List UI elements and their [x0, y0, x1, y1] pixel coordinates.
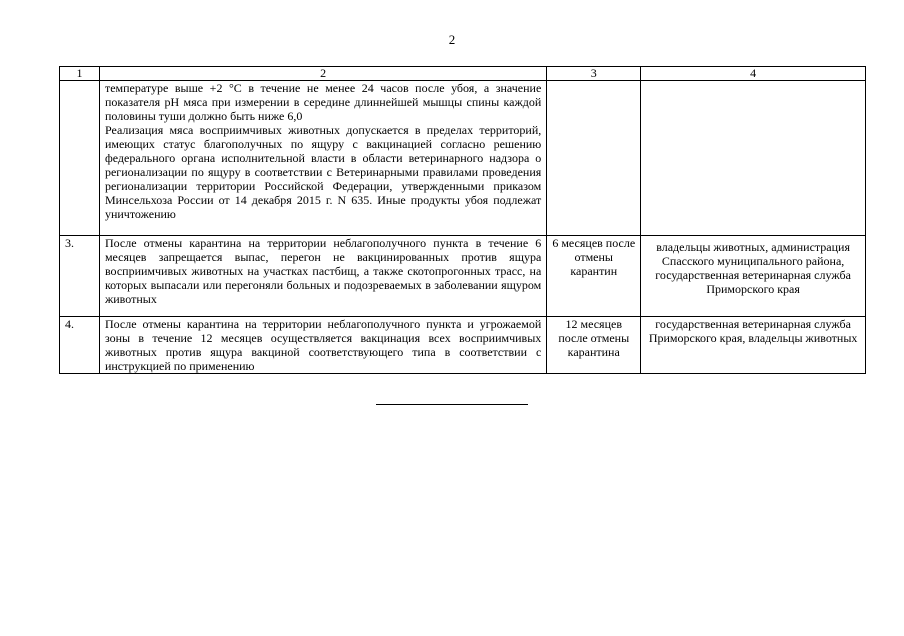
cell-num [60, 81, 100, 236]
cell-responsible: владельцы животных, администрация Спасского муниципального района, государственная ветеринарная служба Приморского края [641, 236, 866, 317]
table-row [60, 317, 866, 374]
header-col-4: 4 [641, 67, 866, 81]
cell-measure: После отмены карантина на территории неблагополучного пункта в течение 6 месяцев запрещается выпас, перегон не вакцинированных против ящура восприимчивых животных на участках пастбищ, а также скотопрогонных трасс, на которых выпасали или перегоняли больных и подозреваемых в заболевании ящуром животных [99, 236, 546, 317]
header-col-3: 3 [547, 67, 641, 81]
cell-term: 6 месяцев после отмены карантин [547, 236, 641, 317]
cell-num: 3. [60, 236, 100, 317]
header-col-1: 1 [60, 67, 100, 81]
measure-paragraph: Реализация мяса восприимчивых животных допускается в пределах территорий, имеющих статус благополучных по ящуру с вакцинацией согласно решению федерального органа исполнительной власти в области ветеринарного надзора о регионализации по ящуру в соответствии с Ветеринарными правилами проведения регионализации территории Российской Федерации, утвержденными приказом Минсельхоза России от 14 декабря 2015 г. N 635. Иные продукты убоя подлежат уничтожению [104, 123, 542, 221]
cell-term: 12 месяцев после отмены карантина [547, 317, 641, 374]
page-number: 2 [448, 32, 456, 47]
cell-measure: После отмены карантина на территории неблагополучного пункта и угрожаемой зоны в течение 12 месяцев осуществляется вакцинация всех восприимчивых животных против ящура вакциной соответствующего типа в соответствии с инструкцией по применению [99, 317, 546, 374]
header-col-2: 2 [99, 67, 546, 81]
cell-num: 4. [60, 317, 100, 374]
end-separator-line [376, 404, 528, 405]
table-row-continuation [60, 81, 866, 236]
cell-term [547, 81, 641, 236]
cell-responsible [641, 81, 866, 236]
cell-measure [99, 81, 546, 236]
table-header-row [60, 67, 866, 81]
cell-responsible: государственная ветеринарная служба Приморского края, владельцы животных [641, 317, 866, 374]
table-row [60, 236, 866, 317]
measure-paragraph: температуре выше +2 °С в течение не менее 24 часов после убоя, а значение показателя рН мяса при измерении в середине длиннейшей мышцы спины каждой половины туши должно быть ниже 6,0 [104, 81, 542, 123]
measures-table [59, 66, 866, 374]
